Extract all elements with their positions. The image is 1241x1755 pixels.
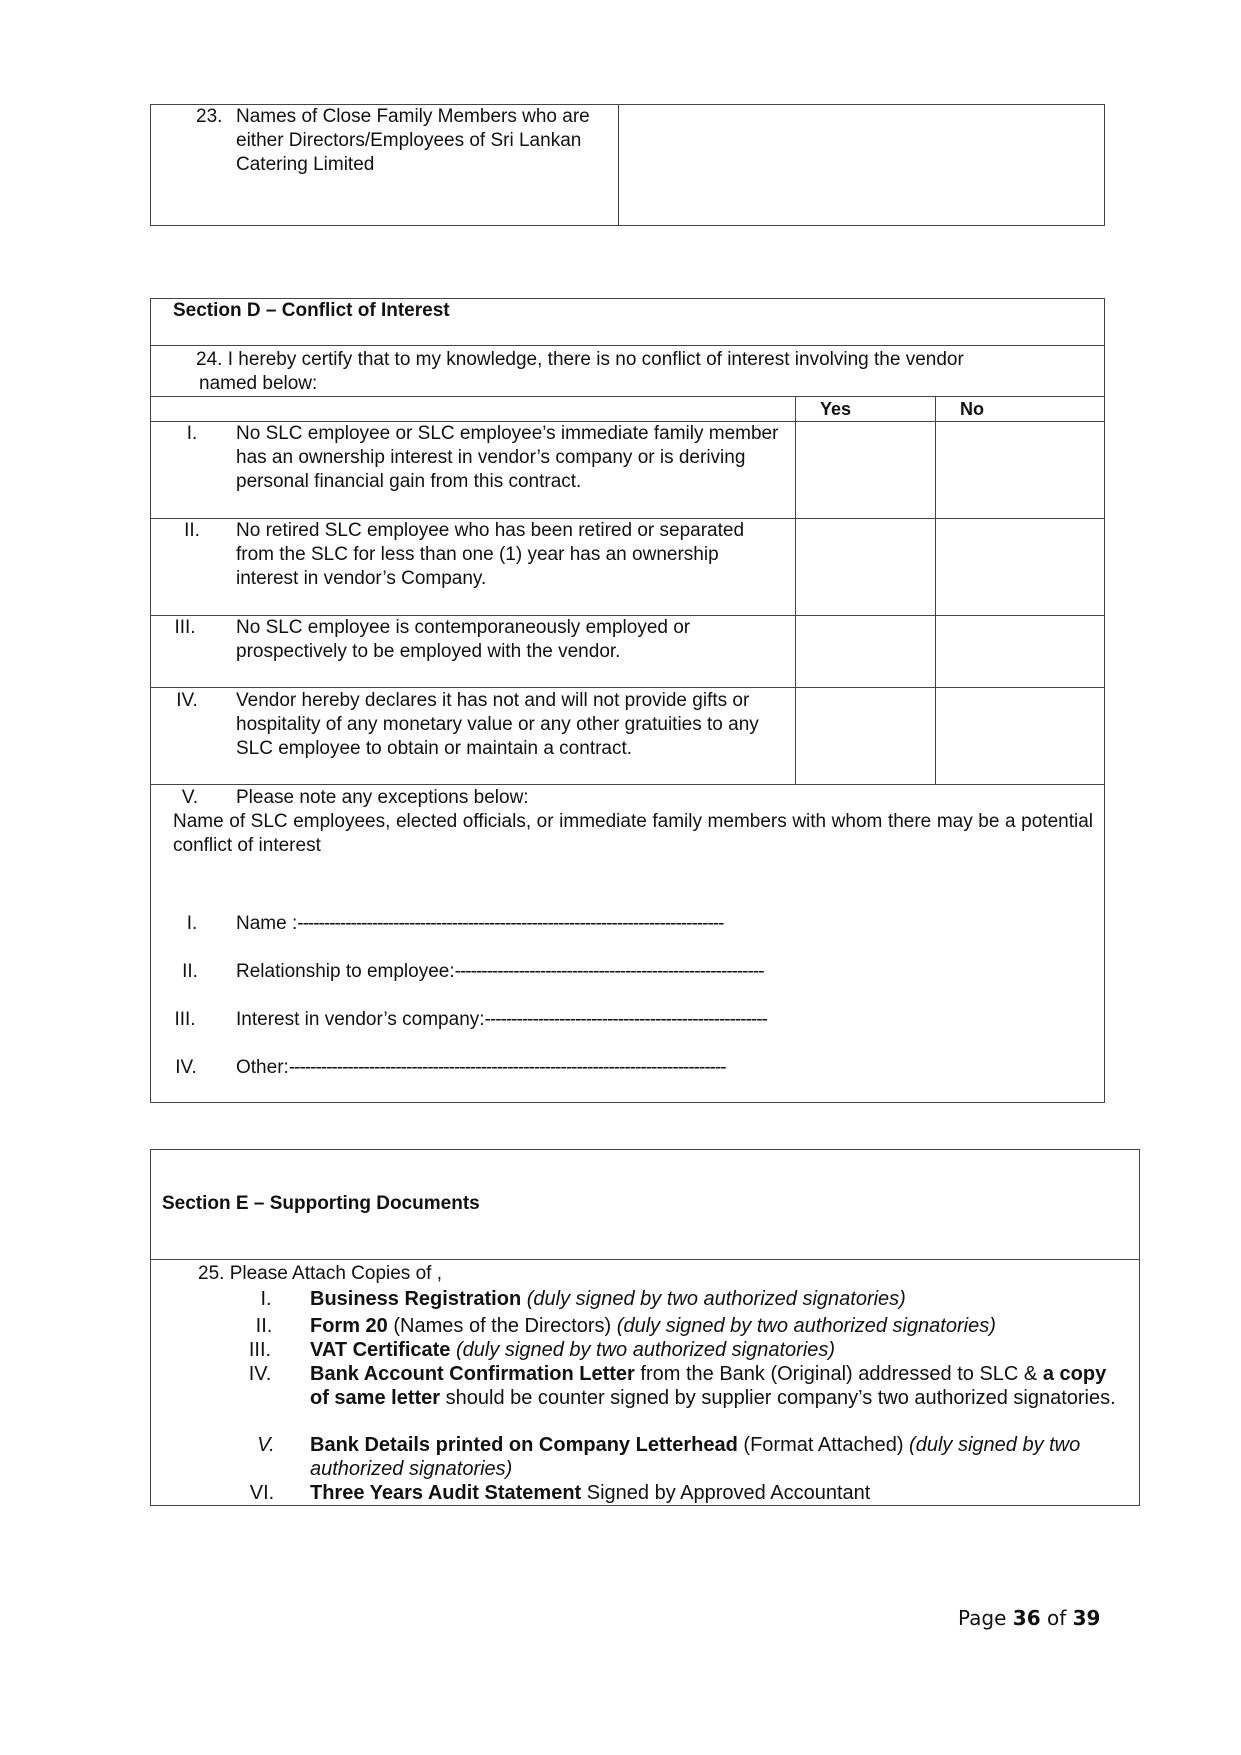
- doc-4-number: IV.: [248, 1363, 272, 1385]
- doc-5-text: [310, 1433, 1130, 1481]
- doc-2-italic: (duly signed by two authorized signatories): [616, 1315, 996, 1337]
- row-2-number: II.: [184, 520, 200, 541]
- doc-5-number: [236, 1433, 296, 1457]
- of-word: of: [1046, 1606, 1067, 1630]
- field-interest-line: -----------------------------------------------------: [484, 1009, 767, 1030]
- doc-6-plain: Signed by Approved Accountant: [586, 1482, 871, 1504]
- doc-5-bold: Bank Details printed on Company Letterhead: [310, 1434, 738, 1456]
- doc-1-italic: (duly signed by two authorized signatories): [526, 1288, 906, 1310]
- q23-divider: [618, 104, 619, 226]
- row-3-text: No SLC employee is contemporaneously employed or prospectively to be employed with the vendor.: [236, 617, 691, 662]
- field-interest-label: Interest in vendor’s company:: [236, 1009, 485, 1030]
- doc-2-number: II.: [255, 1315, 273, 1337]
- doc-5-plain: (Format Attached): [743, 1434, 904, 1456]
- row-2-no-cell[interactable]: [937, 520, 1103, 613]
- row-1-number: I.: [186, 423, 198, 444]
- row-3-yes-cell[interactable]: [797, 617, 933, 685]
- q23-number: 23.: [196, 106, 223, 127]
- q24-text: 24. I hereby certify that to my knowledge, there is no conflict of interest involving the vendor named below:: [196, 349, 964, 394]
- doc-4-bold: Bank Account Confirmation Letter: [310, 1363, 635, 1385]
- doc-2-bold: Form 20: [310, 1315, 388, 1337]
- field-interest[interactable]: [236, 1008, 767, 1032]
- doc-6-number: VI.: [249, 1482, 275, 1504]
- no-column-divider: [935, 396, 936, 785]
- doc-1-number: I.: [260, 1288, 272, 1310]
- page-total: 39: [1072, 1606, 1101, 1630]
- divider: [150, 1259, 1140, 1260]
- doc-3-bold: VAT Certificate: [310, 1339, 451, 1361]
- field-relationship[interactable]: [236, 960, 764, 984]
- q23-answer-cell[interactable]: [620, 106, 1103, 224]
- row-2-text: No retired SLC employee who has been retired or separated from the SLC for less than one (1) year has an ownership interest in vendor’s Company.: [236, 520, 745, 589]
- doc-2-plain: (Names of the Directors): [393, 1315, 612, 1337]
- field-interest-number: III.: [174, 1009, 196, 1030]
- doc-6-bold: Three Years Audit Statement: [310, 1482, 582, 1504]
- section-d-title: Section D – Conflict of Interest: [173, 300, 450, 321]
- doc-5-italic: (duly signed by two authorized signatories): [310, 1434, 1081, 1480]
- section-e-title: Section E – Supporting Documents: [162, 1193, 480, 1214]
- row-1-text: No SLC employee or SLC employee’s immediate family member has an ownership interest in vendor’s company or is deriving personal financial gain from this contract.: [236, 423, 779, 492]
- row-4-no-cell[interactable]: [937, 689, 1103, 782]
- field-other-line: ----------------------------------------------------------------------------------: [288, 1057, 726, 1078]
- doc-3-text: [310, 1338, 835, 1362]
- row-1-yes-cell[interactable]: [797, 423, 933, 516]
- row-4-text: Vendor hereby declares it has not and will not provide gifts or hospitality of any monetary value or any other gratuities to any SLC employee to obtain or maintain a contract.: [236, 690, 759, 759]
- divider: [150, 784, 1105, 785]
- page-word: Page: [958, 1606, 1007, 1630]
- row-4-yes-cell[interactable]: [797, 689, 933, 782]
- field-name-number: I.: [186, 913, 198, 934]
- row-1-no-cell[interactable]: [937, 423, 1103, 516]
- exceptions-description: Name of SLC employees, elected officials, or immediate family members with whom there may be a potential conflict of interest: [173, 811, 1093, 856]
- row-3-number: III.: [174, 617, 196, 638]
- doc-5-number-text: V.: [257, 1434, 275, 1456]
- doc-6-text: [310, 1481, 870, 1505]
- yes-column-divider: [795, 396, 796, 785]
- field-relationship-number: II.: [182, 961, 198, 982]
- col-yes-header: Yes: [820, 399, 852, 419]
- doc-4-plain: from the Bank (Original) addressed to SLC &: [640, 1363, 1038, 1385]
- field-name-line: --------------------------------------------------------------------------------: [297, 913, 724, 934]
- doc-2-text: [310, 1314, 996, 1338]
- col-no-header: No: [960, 399, 984, 419]
- q25-text: 25. Please Attach Copies of ,: [198, 1263, 442, 1284]
- field-relationship-label: Relationship to employee:: [236, 961, 455, 982]
- exceptions-number: V.: [181, 787, 199, 808]
- doc-3-number: III.: [248, 1339, 272, 1361]
- exceptions-heading: Please note any exceptions below:: [236, 787, 529, 808]
- field-other-label: Other:: [236, 1057, 289, 1078]
- field-name[interactable]: [236, 912, 723, 936]
- doc-4-plain2: should be counter signed by supplier company’s two authorized signatories.: [445, 1387, 1116, 1409]
- row-2-yes-cell[interactable]: [797, 520, 933, 613]
- doc-4-bold2: a copy of same letter: [310, 1363, 1107, 1409]
- field-relationship-line: ----------------------------------------------------------: [454, 961, 764, 982]
- doc-1-text: [310, 1287, 906, 1311]
- divider: [150, 345, 1105, 346]
- page-number: 36: [1012, 1606, 1041, 1630]
- row-4-number: IV.: [176, 690, 198, 711]
- doc-1-bold: Business Registration: [310, 1288, 522, 1310]
- field-name-label: Name :: [236, 913, 298, 934]
- row-3-no-cell[interactable]: [937, 617, 1103, 685]
- field-other[interactable]: [236, 1056, 726, 1080]
- doc-4-text: [310, 1362, 1130, 1410]
- divider: [150, 687, 1105, 688]
- field-other-number: IV.: [175, 1057, 197, 1078]
- q23-label: Names of Close Family Members who are either Directors/Employees of Sri Lankan Catering Limited: [236, 106, 590, 175]
- page-footer: [958, 1606, 1100, 1630]
- doc-3-italic: (duly signed by two authorized signatories): [455, 1339, 836, 1361]
